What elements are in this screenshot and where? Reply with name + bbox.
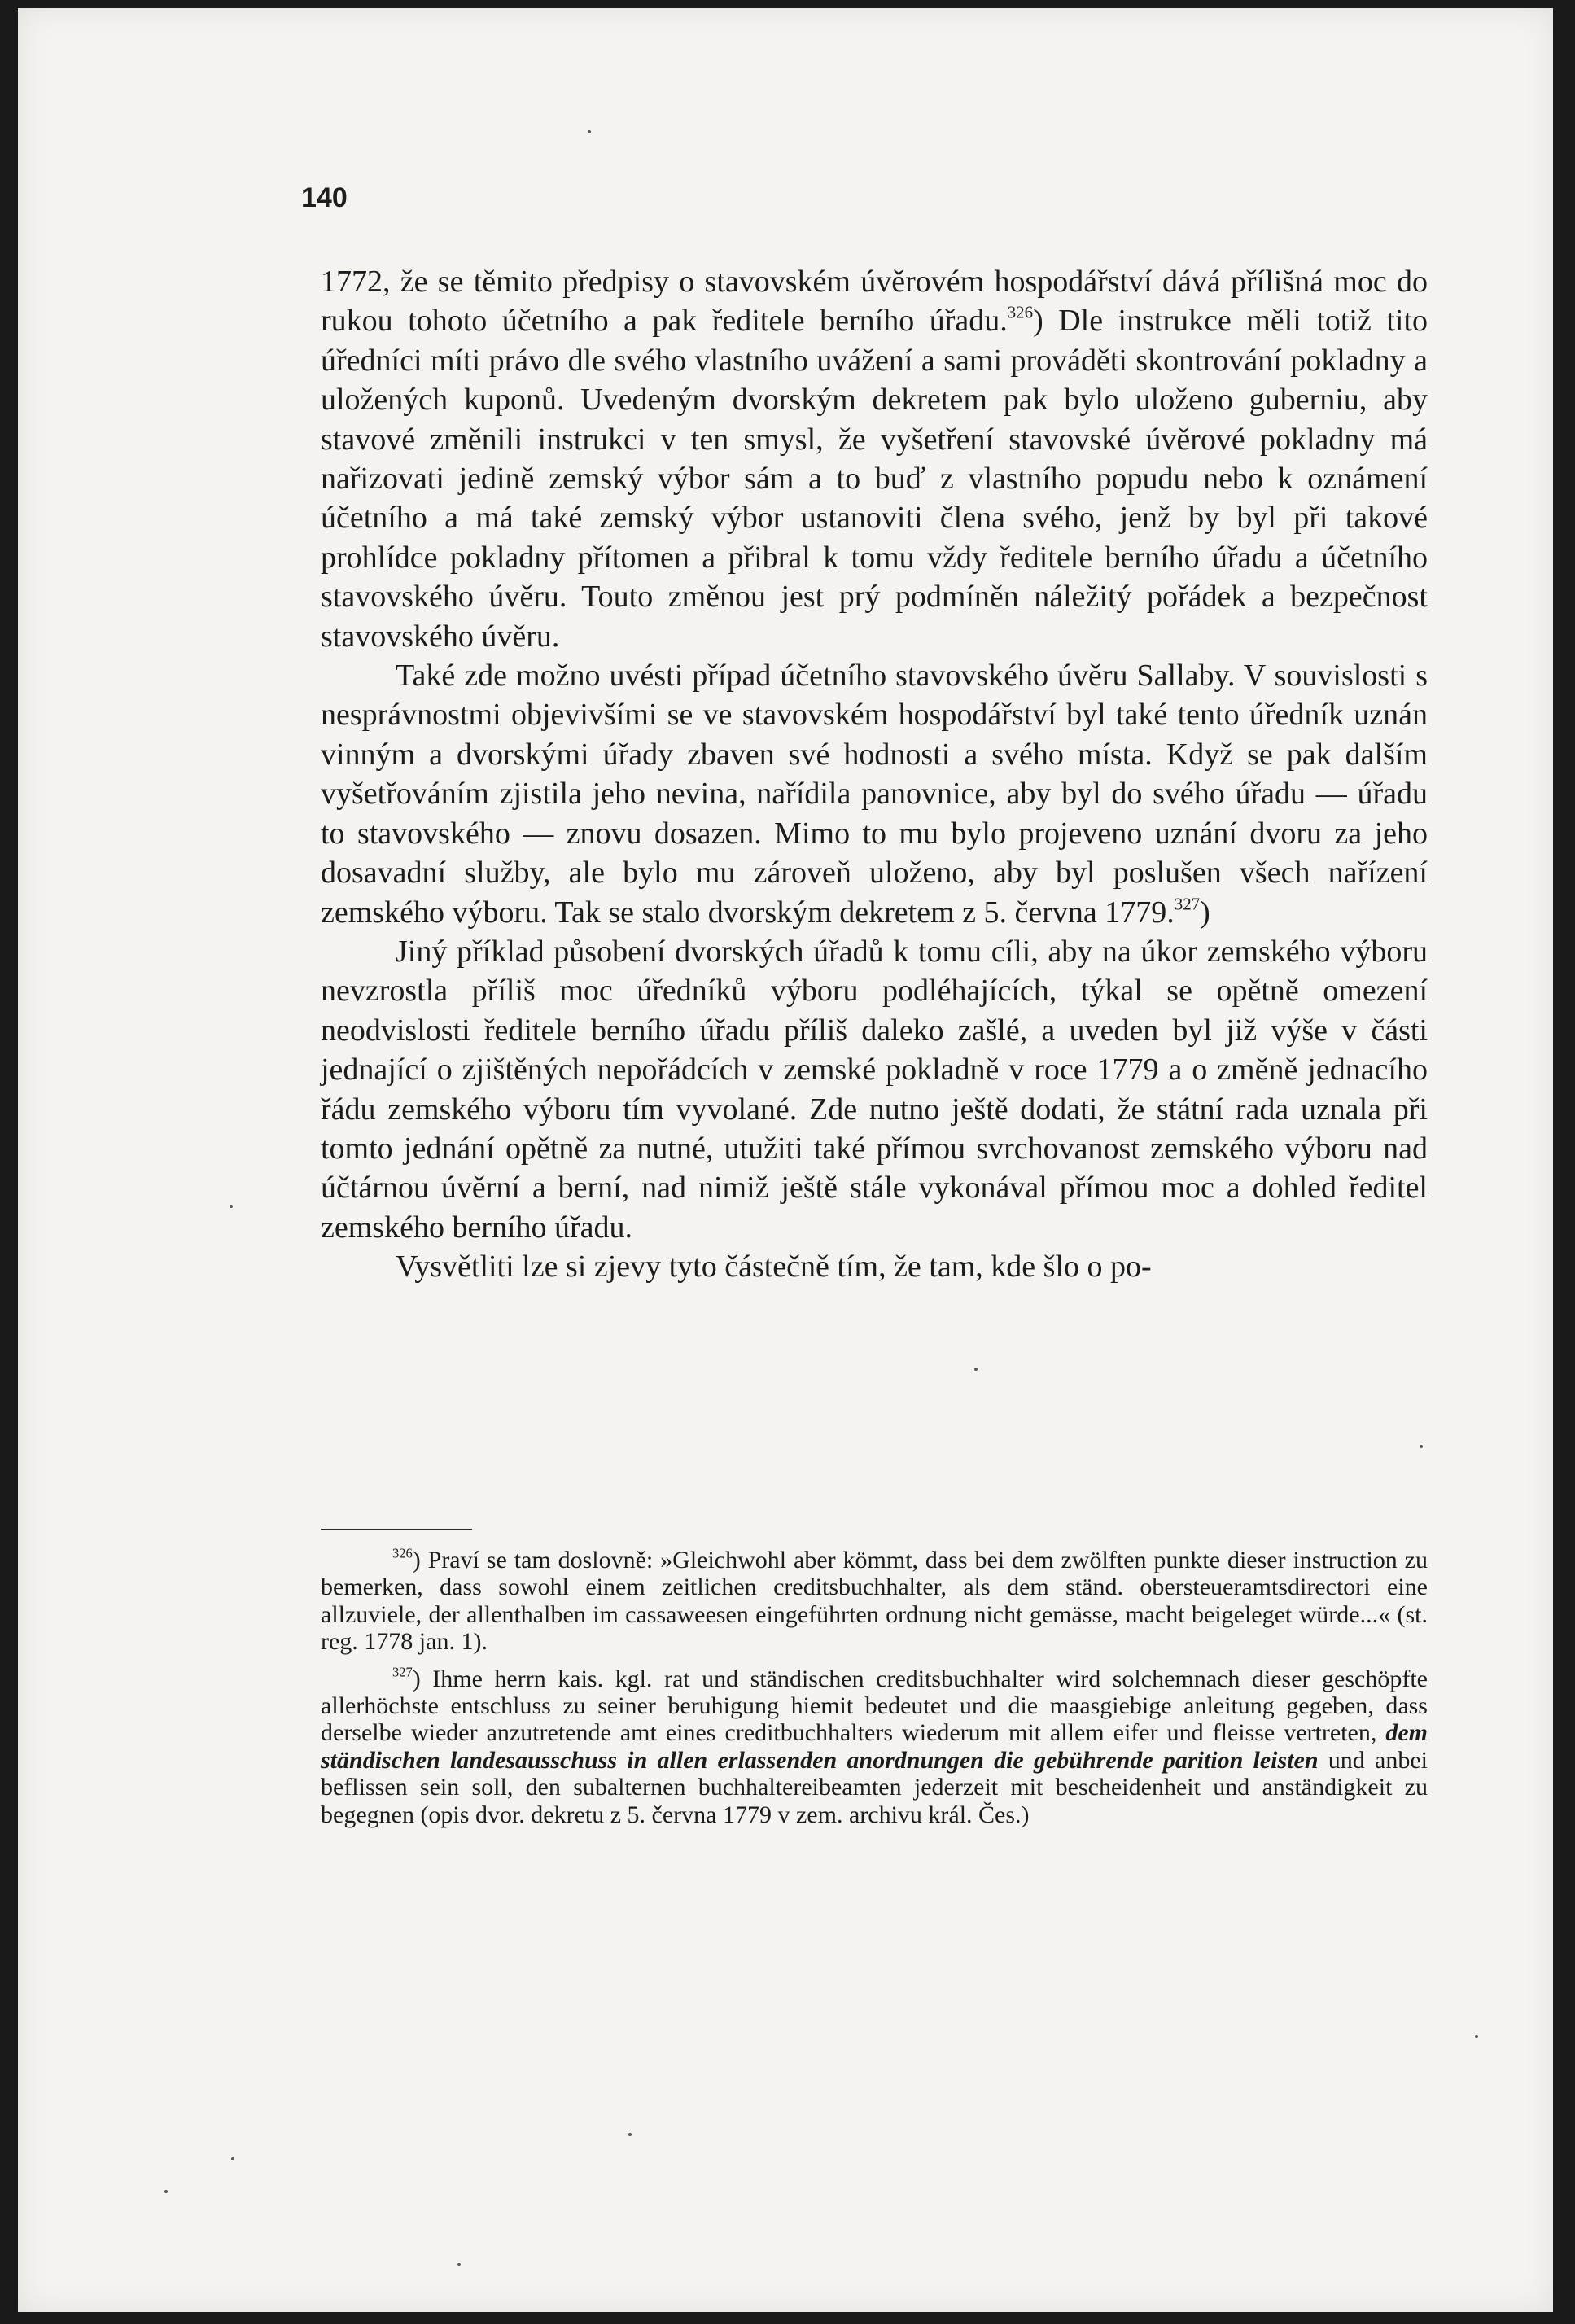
footnote-327 (321, 1665, 1428, 1828)
paragraph-3-text: Jiný příklad působení dvorských úřadů k tomu cíli, aby na úkor zemského výboru nevzrostla příliš moc úředníků výboru podléhajících, týkal se opětně omezení neodvislosti ředitele berního úřadu příliš daleko zašlé, a uveden byl již výše v části jednající o zjištěných nepořádcích v zemské pokladně v roce 1779 a o změně jednacího řádu zemského výboru tím vyvolané. Zde nutno ještě dodati, že státní rada uznala při tomto jednání opětně za nutné, utužiti také přímou svrchovanost zemského výboru nad účtárnou úvěrní a berní, nad nimiž ještě stále vykonával přímou moc a dohled ředitel zemského berního úřadu. (321, 934, 1428, 1245)
scan-speck (1420, 1445, 1423, 1448)
scan-speck (628, 2133, 632, 2136)
footnotes (321, 1547, 1428, 1838)
footnote-ref-327[interactable]: 327 (1174, 893, 1201, 913)
main-text (321, 262, 1428, 1287)
footnote-327-text-cont: und anbei beflissen sein soll, den subalternen buchhaltereibeamten jederzeit mit bescheidenheit und anständigkeit zu begegnen (opis dvor. dekretu z 5. června 1779 v zem. archivu král. Čes.) (321, 1746, 1428, 1828)
scan-speck (457, 2263, 461, 2266)
footnote-ref-326[interactable]: 326 (1007, 302, 1034, 322)
paragraph-2-text: Také zde možno uvésti případ účetního stavovského úvěru Sallaby. V souvislosti s nesprávnostmi objevivšími se ve stavovském hospodářství byl také tento úředník uznán vinným a dvorskými úřady zbaven své hodnosti a svého místa. Když se pak dalším vyšetřováním zjistila jeho nevina, nařídila panovnice, aby byl do svého úřadu — úřadu to stavovského — znovu dosazen. Mimo to mu bylo projeveno uznání dvoru za jeho dosavadní služby, ale bylo mu zároveň uloženo, aby byl poslušen všech nařízení zemského výboru. Tak se stalo dvorským dekretem z 5. června 1779. (321, 659, 1428, 930)
paragraph-2 (321, 656, 1428, 932)
scan-speck (974, 1368, 978, 1371)
paragraph-1 (321, 262, 1428, 656)
paragraph-1-text: 1772, že se těmito předpisy o stavovském úvěrovém hospodářství dává přílišná moc do rukou tohoto účetního a pak ředitele berního úřadu. (321, 265, 1428, 339)
paragraph-2-text-cont: ) (1200, 895, 1210, 930)
page-number: 140 (301, 182, 348, 213)
footnote-326 (321, 1547, 1428, 1656)
paragraph-4-text: Vysvětliti lze si zjevy tyto částečně tím, že tam, kde šlo o po- (396, 1250, 1152, 1285)
scan-speck (230, 1205, 233, 1208)
paragraph-1-text-cont: ) Dle instrukce měli totiž tito úředníci míti právo dle svého vlastního uvážení a sami prováděti skontrování pokladny a uložených kuponů. Uvedeným dvorským dekretem pak bylo uloženo guberniu, aby stavové změnili instrukci v ten smysl, že vyšetření stavovské úvěrové pokladny má nařizovati jedině zemský výbor sám a to buď z vlastního popudu nebo k oznámení účetního a má také zemský výbor ustanoviti člena svého, jenž by byl při takové prohlídce pokladny přítomen a přibral k tomu vždy ředitele berního úřadu a účetního stavovského úvěru. Touto změnou jest prý podmíněn náležitý pořádek a bezpečnost stavovského úvěru. (321, 304, 1428, 654)
scan-speck (164, 2190, 168, 2193)
footnote-327-text: ) Ihme herrn kais. kgl. rat und ständischen creditsbuchhalter wird solchemnach dieser geschöpfte allerhöchste entschluss zu seiner beruhigung hiemit bedeutet und die maasgiebige anleitung gegeben, dass derselbe wieder anzutretende amt eines creditbuchhalters wiederum mit allem eifer und fleisse vertreten, (321, 1665, 1428, 1747)
footnote-326-text: ) Praví se tam doslovně: »Gleichwohl aber kömmt, dass bei dem zwölften punkte dieser instruction zu bemerken, dass sowohl einem zeitlichen creditsbuchhalter, als dem ständ. obersteueramtsdirectori eine allzuviele, der allenthalben im cassaweesen eingeführten ordnung nicht gemässe, macht beigeleget würde...« (st. reg. 1778 jan. 1). (321, 1547, 1428, 1656)
footnote-327-emphasis: dem ständischen landesausschuss in allen erlassenden anordnungen die gebührende parition leisten (321, 1719, 1428, 1774)
footnote-number-327: 327 (392, 1664, 413, 1680)
scan-speck (231, 2157, 234, 2160)
footnote-divider (321, 1529, 472, 1530)
scan-speck (588, 130, 591, 133)
scan-speck (1475, 2035, 1478, 2038)
footnote-number-326: 326 (392, 1545, 413, 1561)
book-page (18, 8, 1553, 2312)
paragraph-3 (321, 932, 1428, 1247)
paragraph-4 (321, 1247, 1428, 1286)
